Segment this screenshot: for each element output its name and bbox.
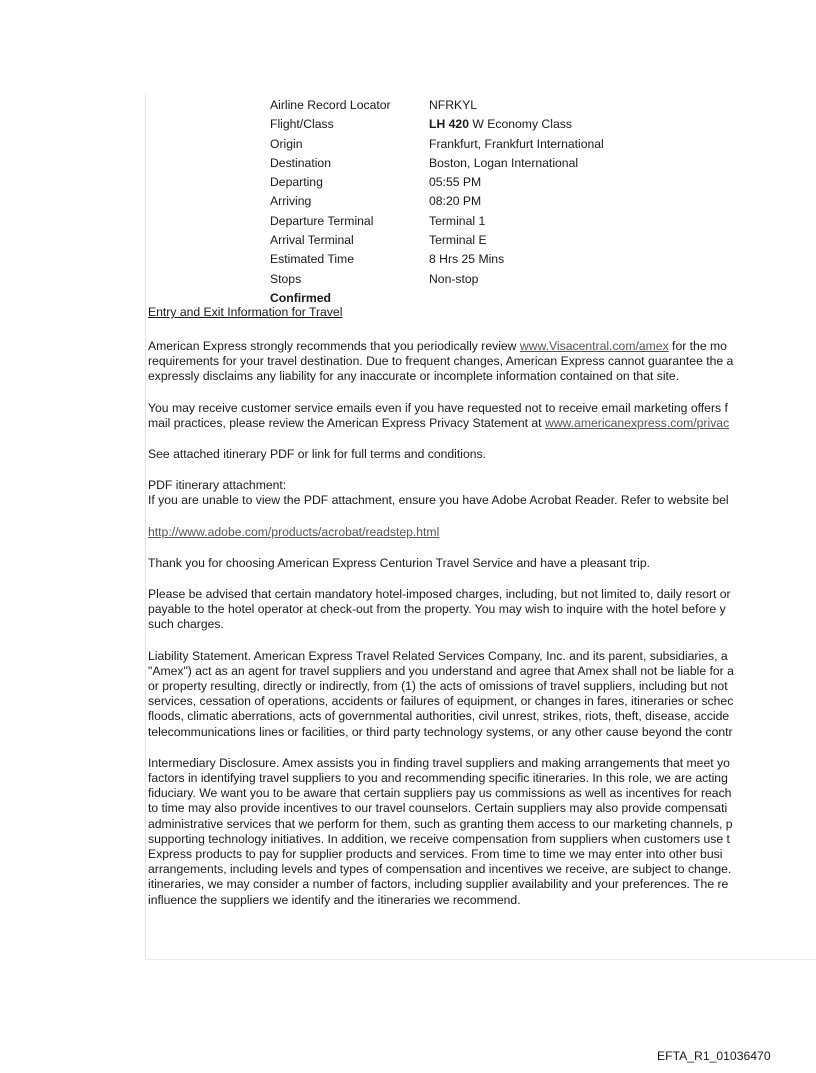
- record-locator-value: NFRKYL: [429, 98, 478, 112]
- destination-value: Boston, Logan International: [429, 155, 579, 170]
- disclosure-line: Express products to pay for supplier products and services. From time to time we may enter into other busi: [148, 847, 723, 862]
- adobe-link-paragraph: [148, 525, 816, 540]
- visa-line-2: requirements for your travel destination. Due to frequent changes, American Express cannot guarantee the a: [148, 354, 734, 369]
- flight-class-value: [429, 115, 816, 134]
- email-practices-paragraph: [148, 401, 816, 431]
- liability-line: Liability Statement. American Express Travel Related Services Company, Inc. and its parent, subsidiaries, a: [148, 648, 728, 663]
- booking-status: Confirmed: [270, 290, 331, 305]
- arriving-label: Arriving: [270, 194, 312, 209]
- visa-line-3: expressly disclaims any liability for any inaccurate or incomplete information contained on that site.: [148, 369, 680, 384]
- departure-terminal-value: Terminal 1: [429, 213, 486, 228]
- hotel-line: Please be advised that certain mandatory hotel-imposed charges, including, but not limited to, daily resort or: [148, 587, 731, 602]
- disclosure-line: itineraries, we may consider a number of factors, including supplier availability and your preferences. The re: [148, 877, 729, 892]
- arrival-terminal-value: Terminal E: [429, 233, 487, 248]
- departing-value: 05:55 PM: [429, 175, 482, 190]
- disclosure-line: to time may also provide incentives to our travel counselors. Certain suppliers may also provide compensati: [148, 801, 728, 816]
- detail-row-estimated-time: [270, 250, 816, 269]
- intermediary-disclosure-paragraph: [148, 756, 816, 908]
- arriving-value: 08:20 PM: [429, 194, 482, 209]
- detail-row-destination: [270, 154, 816, 173]
- detail-row-record-locator: [270, 96, 816, 115]
- flight-number: LH 420: [429, 117, 469, 132]
- terms-paragraph: See attached itinerary PDF or link for full terms and conditions.: [148, 447, 487, 462]
- departing-label: Departing: [270, 175, 323, 190]
- origin-value: Frankfurt, Frankfurt International: [429, 136, 604, 151]
- visa-line-1: [148, 339, 816, 354]
- disclosure-line: arrangements, including levels and types of compensation and incentives we receive, are subject to change.: [148, 862, 732, 877]
- liability-line: services, cessation of operations, accidents or failures of equipment, or changes in fares, itineraries or schec: [148, 694, 734, 709]
- document-id-footer: EFTA_R1_01036470: [657, 1049, 771, 1063]
- privacy-statement-link[interactable]: www.americanexpress.com/privac: [544, 415, 730, 430]
- email-content-frame: [145, 94, 816, 960]
- pdf-line-1: PDF itinerary attachment:: [148, 478, 287, 493]
- email-line-2: [148, 416, 816, 431]
- stops-value: Non-stop: [429, 271, 479, 286]
- visa-line-1-tail: for the mo: [668, 339, 727, 353]
- detail-row-departing: [270, 173, 816, 192]
- disclosure-line: Intermediary Disclosure. Amex assists you in finding travel suppliers and making arrangements that meet yo: [148, 755, 730, 770]
- liability-line: telecommunications lines or facilities, or third party technology systems, or any other cause beyond the contr: [148, 724, 733, 739]
- disclosure-line: administrative services that we perform for them, such as granting them access to our marketing channels, p: [148, 816, 733, 831]
- liability-line: "Amex") act as an agent for travel suppliers and you understand and agree that Amex shall not be liable for a: [148, 663, 734, 678]
- visacentral-link[interactable]: www.Visacentral.com/amex: [519, 339, 669, 353]
- detail-row-flight-class: [270, 115, 816, 134]
- disclosure-line: factors in identifying travel suppliers to you and recommending specific itineraries. In this role, we are acting: [148, 771, 728, 786]
- estimated-time-label: Estimated Time: [270, 252, 354, 267]
- entry-exit-info-link[interactable]: Entry and Exit Information for Travel: [148, 305, 343, 319]
- pdf-line-2: If you are unable to view the PDF attachment, ensure you have Adobe Acrobat Reader. Refer to website bel: [148, 493, 729, 508]
- liability-line: floods, climatic aberrations, acts of governmental authorities, civil unrest, strikes, riots, theft, disease, accide: [148, 709, 730, 724]
- disclosure-line: influence the suppliers we identify and the itineraries we recommend.: [148, 892, 521, 907]
- email-body: [148, 339, 816, 924]
- visa-central-paragraph: [148, 339, 816, 385]
- liability-statement-paragraph: [148, 649, 816, 740]
- flight-class-text: W Economy Class: [468, 117, 572, 132]
- estimated-time-value: 8 Hrs 25 Mins: [429, 252, 505, 267]
- email-line-1: You may receive customer service emails even if you have requested not to receive email marketing offers f: [148, 400, 728, 415]
- visa-line-1-text: American Express strongly recommends that you periodically review: [148, 339, 520, 353]
- disclosure-line: fiduciary. We want you to be aware that certain suppliers pay us commissions as well as incentives for reach: [148, 786, 732, 801]
- record-locator-label: Airline Record Locator: [270, 98, 391, 112]
- detail-row-departure-terminal: [270, 212, 816, 231]
- disclosure-line: supporting technology initiatives. In addition, we receive compensation from suppliers when customers use t: [148, 831, 730, 846]
- hotel-line: such charges.: [148, 617, 224, 632]
- liability-line: or property resulting, directly or indirectly, from (1) the acts of omissions of travel suppliers, including but not: [148, 679, 728, 694]
- departure-terminal-label: Departure Terminal: [270, 213, 374, 228]
- detail-row-origin: [270, 135, 816, 154]
- detail-row-arrival-terminal: [270, 231, 816, 250]
- pdf-attachment-paragraph: [148, 478, 816, 508]
- arrival-terminal-label: Arrival Terminal: [270, 233, 354, 248]
- hotel-charges-paragraph: [148, 587, 816, 633]
- flight-class-label: Flight/Class: [270, 117, 334, 132]
- adobe-reader-link[interactable]: http://www.adobe.com/products/acrobat/readstep.html: [148, 524, 440, 539]
- detail-row-status: [270, 289, 816, 308]
- destination-label: Destination: [270, 155, 331, 170]
- detail-row-arriving: [270, 192, 816, 211]
- email-line-2-text: mail practices, please review the American Express Privacy Statement at: [148, 415, 545, 430]
- thank-you-paragraph: Thank you for choosing American Express Centurion Travel Service and have a pleasant trip.: [148, 555, 650, 570]
- stops-label: Stops: [270, 271, 302, 286]
- detail-row-stops: [270, 270, 816, 289]
- origin-label: Origin: [270, 136, 303, 151]
- flight-details: [270, 96, 816, 308]
- hotel-line: payable to the hotel operator at check-out from the property. You may wish to inquire with the hotel before y: [148, 602, 726, 617]
